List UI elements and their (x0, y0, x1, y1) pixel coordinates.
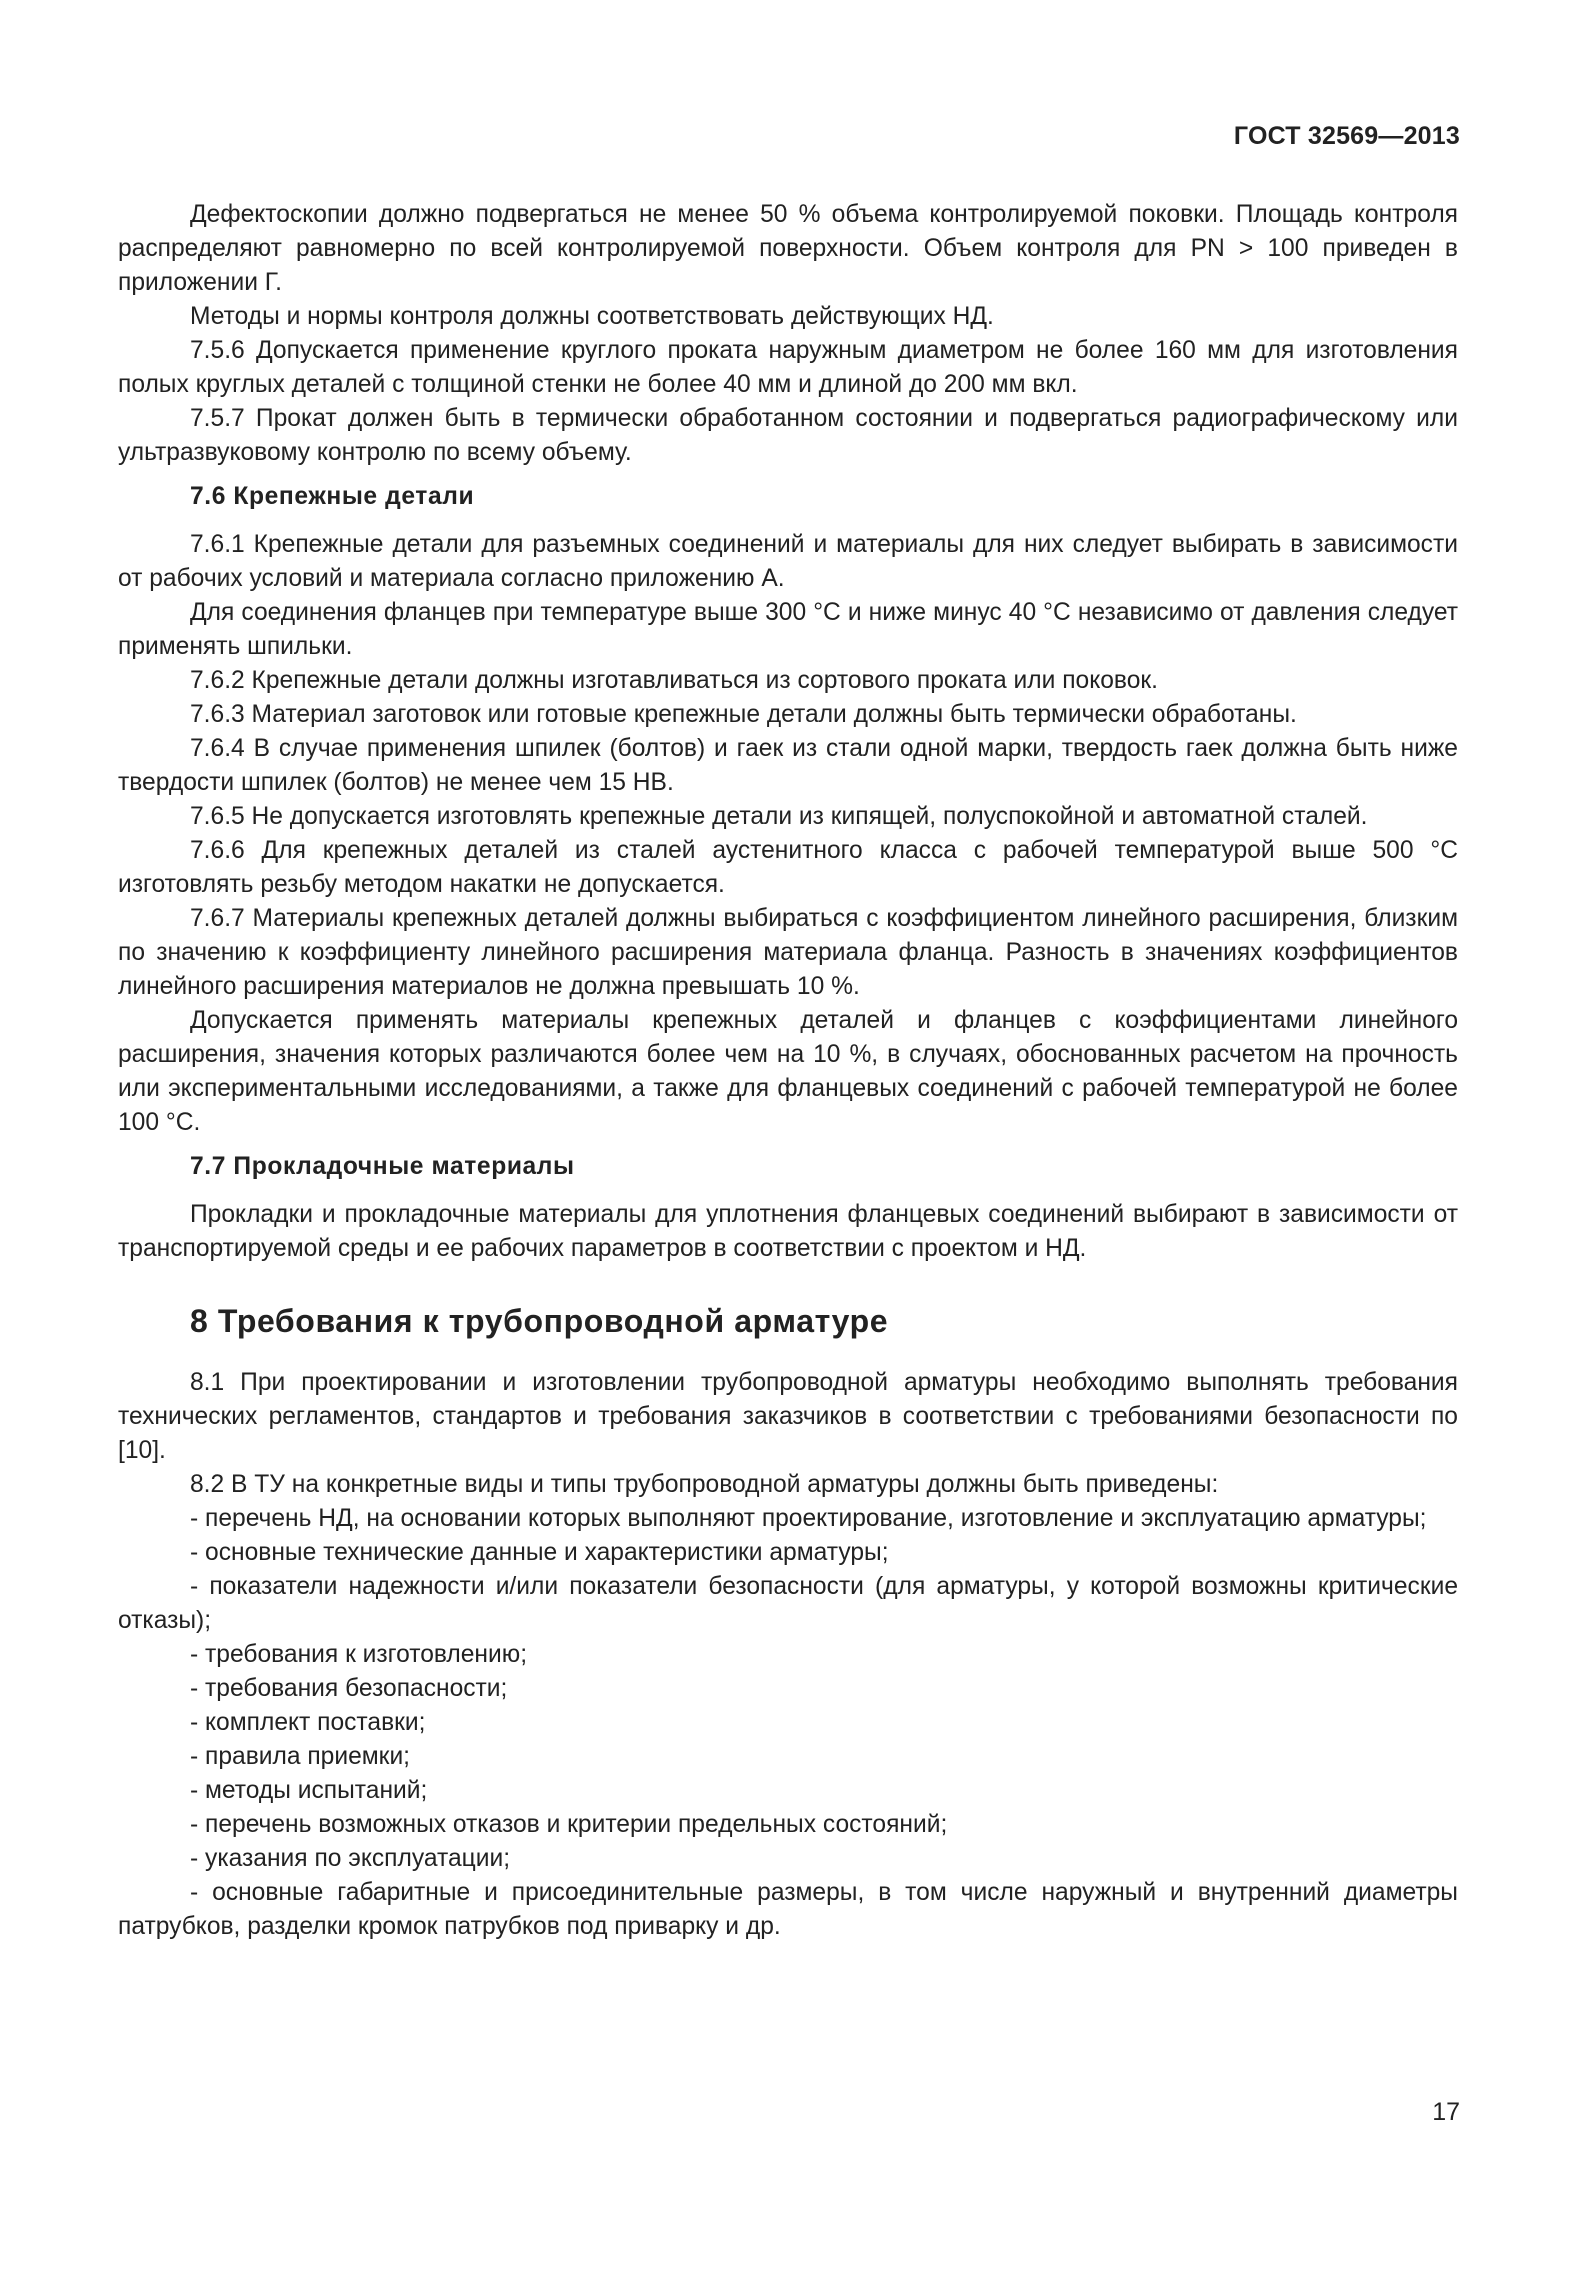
list-item: - основные технические данные и характеристики арматуры; (190, 1539, 889, 1566)
paragraph: 7.6.4 В случае применения шпилек (болтов) и гаек из стали одной марки, твердость гаек должна быть ниже твердости шпилек (болтов) не менее чем 15 НВ. (118, 735, 1458, 796)
paragraph: 7.6.5 Не допускается изготовлять крепежные детали из кипящей, полуспокойной и автоматной сталей. (190, 803, 1368, 830)
paragraph: Дефектоскопии должно подвергаться не менее 50 % объема контролируемой поковки. Площадь контроля распределяют равномерно по всей контролируемой поверхности. Объем контроля для PN > 100 приведен в приложении Г. (118, 201, 1458, 296)
list-item: - основные габаритные и присоединительные размеры, в том числе наружный и внутренний диаметры патрубков, разделки кромок патрубков под приварку и др. (118, 1879, 1458, 1940)
paragraph: 8.2 В ТУ на конкретные виды и типы трубопроводной арматуры должны быть приведены: (190, 1471, 1219, 1498)
list-item: - комплект поставки; (190, 1709, 426, 1736)
subsection-heading-7-7: 7.7 Прокладочные материалы (190, 1153, 575, 1180)
paragraph: 7.6.7 Материалы крепежных деталей должны выбираться с коэффициентом линейного расширения, близким по значению к коэффициенту линейного расширения материала фланца. Разность в значениях коэффициентов линейного расширения материалов не должна превышать 10 %. (118, 905, 1458, 1000)
list-item: - требования к изготовлению; (190, 1641, 528, 1668)
subsection-heading-7-6: 7.6 Крепежные детали (190, 483, 475, 510)
paragraph: Допускается применять материалы крепежных деталей и фланцев с коэффициентами линейного расширения, значения которых различаются более чем на 10 %, в случаях, обоснованных расчетом на прочность или экспериментальными исследованиями, а также для фланцевых соединений с рабочей температурой не более 100 °С. (118, 1007, 1458, 1136)
list-item: - методы испытаний; (190, 1777, 428, 1804)
paragraph: Методы и нормы контроля должны соответствовать действующих НД. (190, 303, 994, 330)
paragraph: 8.1 При проектировании и изготовлении трубопроводной арматуры необходимо выполнять требования технических регламентов, стандартов и требования заказчиков в соответствии с требованиями безопасности по [10]. (118, 1369, 1458, 1464)
paragraph: 7.6.1 Крепежные детали для разъемных соединений и материалы для них следует выбирать в зависимости от рабочих условий и материала согласно приложению А. (118, 531, 1458, 592)
page-number: 17 (1432, 2098, 1460, 2126)
paragraph: 7.5.7 Прокат должен быть в термически обработанном состоянии и подвергаться радиографическому или ультразвуковому контролю по всему объему. (118, 405, 1458, 466)
paragraph: 7.5.6 Допускается применение круглого проката наружным диаметром не более 160 мм для изготовления полых круглых деталей с толщиной стенки не более 40 мм и длиной до 200 мм вкл. (118, 337, 1458, 398)
list-item: - показатели надежности и/или показатели безопасности (для арматуры, у которой возможны критические отказы); (118, 1573, 1458, 1634)
list-item: - требования безопасности; (190, 1675, 508, 1702)
section-heading-8: 8 Требования к трубопроводной арматуре (190, 1303, 889, 1339)
list-item: - указания по эксплуатации; (190, 1845, 511, 1872)
list-item: - перечень НД, на основании которых выполняют проектирование, изготовление и эксплуатацию арматуры; (190, 1505, 1427, 1532)
list-item: - правила приемки; (190, 1743, 411, 1770)
paragraph: 7.6.6 Для крепежных деталей из сталей аустенитного класса с рабочей температурой выше 500 °С изготовлять резьбу методом накатки не допускается. (118, 837, 1458, 898)
paragraph: Для соединения фланцев при температуре выше 300 °С и ниже минус 40 °С независимо от давления следует применять шпильки. (118, 599, 1458, 660)
paragraph: 7.6.3 Материал заготовок или готовые крепежные детали должны быть термически обработаны. (190, 701, 1297, 728)
page-content (118, 198, 1458, 1944)
paragraph: Прокладки и прокладочные материалы для уплотнения фланцевых соединений выбирают в зависимости от транспортируемой среды и ее рабочих параметров в соответствии с проектом и НД. (118, 1201, 1458, 1262)
paragraph: 7.6.2 Крепежные детали должны изготавливаться из сортового проката или поковок. (190, 667, 1158, 694)
list-item: - перечень возможных отказов и критерии предельных состояний; (190, 1811, 948, 1838)
document-code-header: ГОСТ 32569—2013 (1233, 122, 1460, 150)
